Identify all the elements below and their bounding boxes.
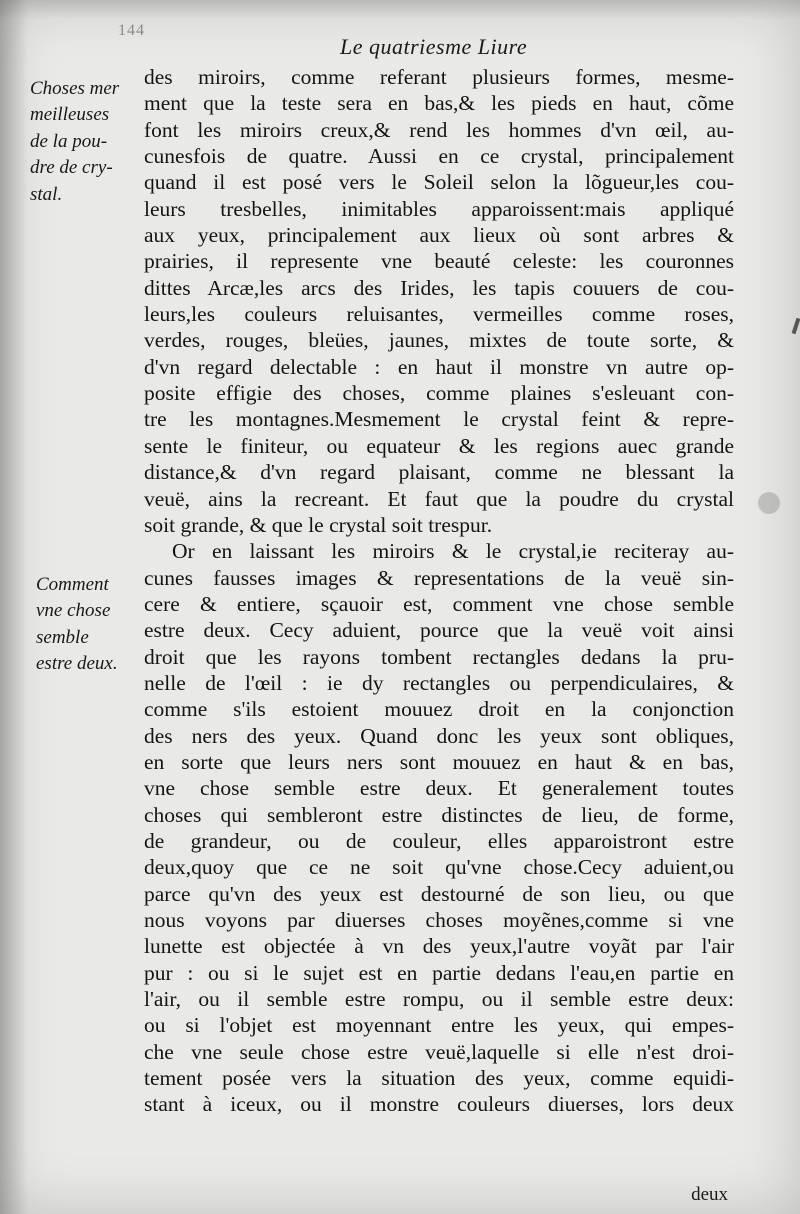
- text-line: stant à iceux, ou il monstre couleurs diuerses, lors deux: [144, 1092, 734, 1117]
- margin-note-line: semble: [36, 626, 89, 648]
- text-line: vne chose semble estre deux. Et generalement toutes: [144, 776, 734, 801]
- text-line: lunette est objectée à vn des yeux,l'autre voyãt par l'air: [144, 934, 734, 959]
- margin-note-line: dre de cry-: [30, 157, 113, 179]
- gutter-shadow: [0, 0, 28, 1214]
- catchword: deux: [691, 1184, 728, 1205]
- text-line: font les miroirs creux,& rend les hommes d'vn œil, au-: [144, 117, 734, 142]
- text-line: parce qu'vn des yeux est destourné de son lieu, ou que: [144, 881, 734, 906]
- margin-note-line: meilleuses: [30, 104, 110, 126]
- text-line: ou si l'objet est moyennant entre les yeux, qui empes-: [144, 1013, 734, 1038]
- margin-note-line: Comment: [36, 574, 109, 595]
- margin-note-line: stal.: [30, 183, 63, 205]
- text-line: posite effigie des choses, comme plaines s'esleuant con-: [144, 381, 734, 406]
- text-line: pur : ou si le sujet est en partie dedans l'eau,en partie en: [144, 960, 734, 985]
- text-line: en sorte que leurs ners sont mouuez en haut & en bas,: [144, 749, 734, 774]
- text-line: distance,& d'vn regard plaisant, comme ne blessant la: [144, 460, 734, 485]
- text-line: verdes, rouges, bleües, jaunes, mixtes de toute sorte, &: [144, 328, 734, 353]
- text-line: cere & entiere, sçauoir est, comment vne chose semble: [144, 591, 734, 616]
- text-line: nous voyons par diuerses choses moyẽnes,comme si vne: [144, 908, 734, 932]
- text-line: estre deux. Cecy aduient, pource que la veuë voit ainsi: [144, 618, 734, 643]
- text-line: quand il est posé vers le Soleil selon la lõgueur,les cou-: [144, 170, 734, 195]
- text-line: de grandeur, ou de couleur, elles apparoistront estre: [144, 828, 734, 853]
- text-line: l'air, ou il semble estre rompu, ou il semble estre deux:: [144, 987, 734, 1012]
- text-line: ment que la teste sera en bas,& les pieds en haut, cõme: [144, 91, 734, 116]
- margin-note-line: Choses mer: [30, 78, 120, 99]
- text-line: dittes Arcæ,les arcs des Irides, les tapis couuers de cou-: [144, 275, 734, 300]
- text-line: droit que les rayons tombent rectangles dedans la pru-: [144, 644, 734, 669]
- text-line: nelle de l'œil : ie dy rectangles ou perpendiculaires, &: [144, 670, 734, 695]
- ink-blot: [758, 492, 780, 514]
- margin-note-line: de la pou-: [30, 130, 108, 152]
- text-line: soit grande, & que le crystal soit trespur.: [144, 512, 493, 537]
- text-line: choses qui sembleront estre distinctes de lieu, de forme,: [144, 802, 734, 827]
- text-line: tement posée vers la situation des yeux, comme equidi-: [144, 1066, 734, 1091]
- text-line: cunes fausses images & representations de la veuë sin-: [144, 565, 734, 590]
- text-line: che vne seule chose estre veuë,laquelle si elle n'est droi-: [144, 1039, 734, 1064]
- text-line: deux,quoy que ce ne soit qu'vne chose.Cecy aduient,ou: [144, 855, 734, 880]
- text-line: veuë, ains la recreant. Et faut que la poudre du crystal: [144, 486, 734, 511]
- margin-note-line: vne chose: [36, 600, 111, 622]
- text-line: d'vn regard delectable : en haut il monstre vn autre op-: [144, 354, 734, 379]
- page-number: 144: [118, 22, 145, 39]
- text-line: prairies, il represente vne beauté celeste: les couronnes: [144, 249, 734, 274]
- text-line: comme s'ils estoient mouuez droit en la conjonction: [144, 697, 734, 722]
- text-line: cunesfois de quatre. Aussi en ce crystal, principalement: [144, 144, 734, 169]
- text-line: aux yeux, principalement aux lieux où sont arbres &: [144, 223, 734, 248]
- body-text: [144, 64, 734, 1118]
- text-line: leurs,les couleurs reluisantes, vermeilles comme roses,: [144, 302, 734, 327]
- top-edge-shadow: [0, 0, 800, 20]
- text-line: des ners des yeux. Quand donc les yeux sont obliques,: [144, 723, 734, 748]
- text-line: leurs tresbelles, inimitables apparoissent:mais appliqué: [144, 196, 734, 221]
- running-head: Le quatriesme Liure: [340, 34, 528, 59]
- edge-mark: [792, 318, 800, 334]
- text-line: sente le finiteur, ou equateur & les regions auec grande: [144, 433, 734, 458]
- text-line: tre les montagnes.Mesmement le crystal feint & repre-: [144, 407, 734, 432]
- text-line: des miroirs, comme referant plusieurs formes, mesme-: [144, 65, 734, 89]
- text-line: Or en laissant les miroirs & le crystal,ie reciteray au-: [172, 539, 734, 564]
- margin-note-line: estre deux.: [36, 653, 118, 675]
